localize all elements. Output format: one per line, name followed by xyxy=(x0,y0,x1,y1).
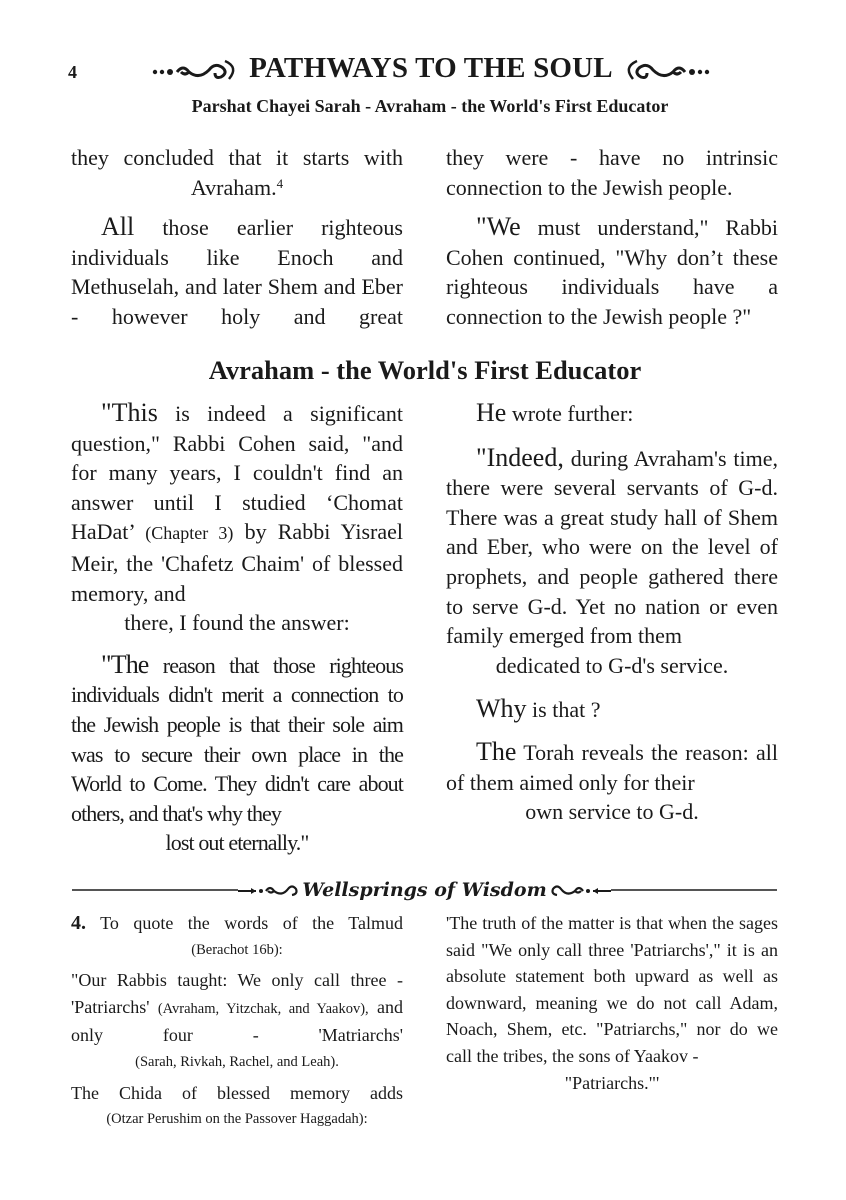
footnote-line: The Chida of blessed memory adds xyxy=(71,1082,403,1103)
text-line xyxy=(71,173,403,203)
page-number: 4 xyxy=(68,62,77,82)
divider-line xyxy=(72,889,238,891)
text: Torah reveals the reason: all of them aimed only for their xyxy=(446,739,778,795)
footnote-number: 4. xyxy=(71,912,86,934)
footnote-right-column xyxy=(446,910,778,1100)
lead-word: "The xyxy=(101,649,149,679)
paragraph-last-line: dedicated to G-d's service. xyxy=(495,652,729,678)
paragraph-last-line: own service to G-d. xyxy=(525,799,699,825)
paragraph xyxy=(71,398,403,608)
text: is indeed a significant question," Rabbi Cohen said, "and for many years, I couldn't find an answer until I studied ‘Chomat HaDat’ xyxy=(71,401,403,545)
top-left-column xyxy=(71,143,403,344)
names-list: (Avraham, Yitzchak, and Yaakov), xyxy=(157,1000,369,1017)
main-left-column xyxy=(71,398,403,870)
text: must understand," Rabbi Cohen continued, "Why don’t these righteous individuals have a connection to the Jewish people ?" xyxy=(446,215,778,329)
lead-word: The xyxy=(476,736,517,766)
text: those earlier righteous individuals like Enoch and Methuselah, and later Shem and Eber - however holy and great xyxy=(71,215,403,329)
ornament-scroll-left-icon xyxy=(238,880,298,900)
text: and only four - 'Matriarchs' xyxy=(71,996,403,1046)
text: reason that those righteous individuals didn't merit a connection to the Jewish people is that their sole aim was to secure their own place in the World to Come. They didn't care about others, and that's why they xyxy=(71,652,403,826)
text: "Our Rabbis taught: We only call three - 'Patriarchs' xyxy=(71,970,403,1017)
running-title-text: PATHWAYS TO THE SOUL xyxy=(249,52,613,84)
lead-word: Why xyxy=(476,694,527,724)
paragraph-last-line: lost out eternally." xyxy=(165,830,309,856)
footnote-left-column xyxy=(71,910,403,1137)
lead-word: "We xyxy=(476,212,521,242)
ornament-scroll-left-icon xyxy=(151,57,243,81)
paragraph xyxy=(446,443,778,651)
divider-line xyxy=(611,889,777,891)
footnote-source: (Otzar Perushim on the Passover Haggadah): xyxy=(106,1111,368,1128)
ornament-scroll-right-icon xyxy=(551,880,611,900)
text: wrote further: xyxy=(506,401,634,426)
text: Avraham. xyxy=(190,174,277,200)
footnote-line xyxy=(71,910,403,937)
lead-word: He xyxy=(476,398,507,427)
text: is that ? xyxy=(526,697,601,723)
paragraph xyxy=(446,737,778,797)
page-subtitle: Parshat Chayei Sarah - Avraham - the World's First Educator xyxy=(191,96,669,116)
section-heading: Avraham - the World's First Educator xyxy=(208,355,642,385)
paragraph xyxy=(71,650,403,829)
text: by Rabbi Yisrael Meir, the 'Chafetz Chaim' of blessed memory, and xyxy=(71,519,403,606)
lead-word: "This xyxy=(101,398,158,427)
lead-word: "Indeed, xyxy=(476,442,564,472)
divider-label: Wellsprings of Wisdom xyxy=(302,879,547,901)
footnotes-divider xyxy=(72,878,777,902)
paragraph: they were - have no intrinsic connection to the Jewish people. xyxy=(446,145,778,200)
paragraph xyxy=(446,212,778,331)
footnote-source: (Sarah, Rivkah, Rachel, and Leah). xyxy=(135,1053,339,1070)
text: during Avraham's time, there were several servants of G-d. There was a great study hall of Shem and Eber, who were on the level of prophets, and people gathered there to serve G-d. Yet no nation or even family emerged from them xyxy=(446,445,778,649)
ornament-scroll-right-icon xyxy=(619,57,711,81)
top-right-column xyxy=(446,143,778,344)
footnote-source: (Berachot 16b): xyxy=(191,941,283,958)
footnote-paragraph xyxy=(71,967,403,1049)
chapter-reference: (Chapter 3) xyxy=(145,523,234,544)
paragraph xyxy=(446,398,778,429)
main-right-column xyxy=(446,398,778,839)
footnote-paragraph: 'The truth of the matter is that when the sages said "We only call three 'Patriarchs'," it is an absolute statement both upward as well as downward, meaning we do not call Adam, Noach, Shem, etc. "Patriarchs," nor do we call the tribes, the sons of Yaakov - xyxy=(446,913,778,1066)
text: To quote the words of the Talmud xyxy=(86,913,403,933)
paragraph xyxy=(446,694,778,725)
text-line: they concluded that it starts with xyxy=(71,145,403,170)
footnote-last-line: "Patriarchs."' xyxy=(564,1072,660,1093)
paragraph xyxy=(71,143,403,202)
paragraph xyxy=(71,212,403,331)
footnote-reference[interactable]: 4 xyxy=(276,175,284,191)
running-title xyxy=(0,52,846,85)
paragraph-last-line: there, I found the answer: xyxy=(124,610,350,636)
lead-word: All xyxy=(101,212,135,242)
